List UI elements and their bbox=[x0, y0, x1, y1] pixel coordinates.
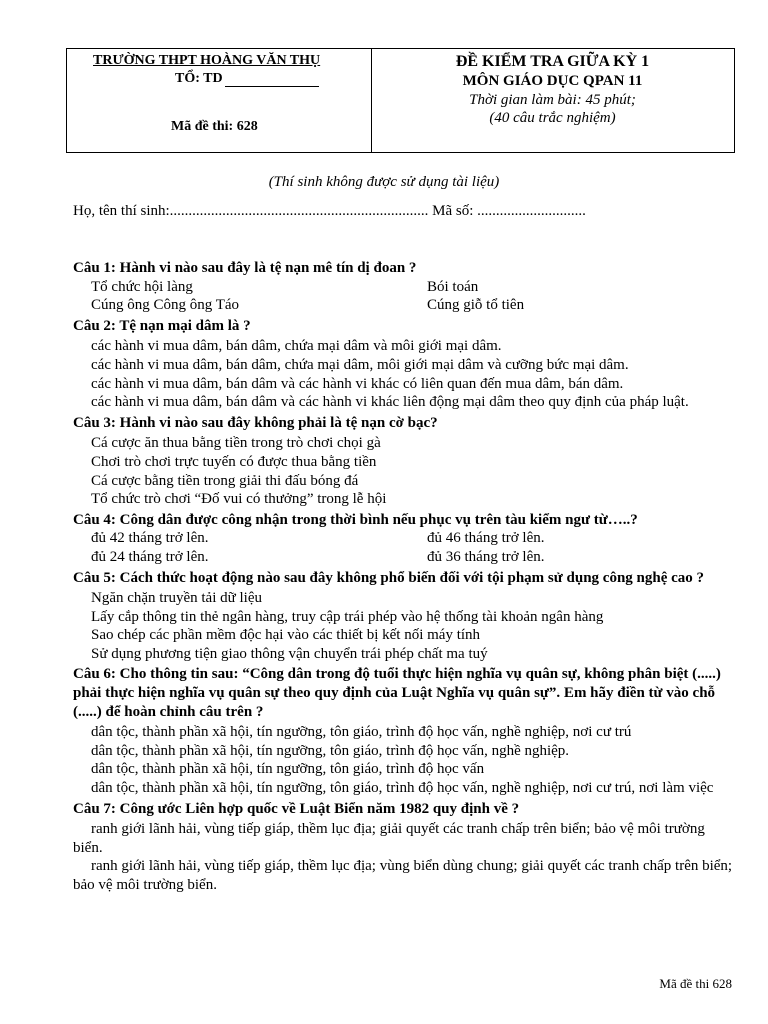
question-title: Câu 3: Hành vi nào sau đây không phải là tệ nạn cờ bạc? bbox=[73, 414, 438, 431]
option: Sử dụng phương tiện giao thông vận chuyển trái phép chất ma tuý bbox=[91, 645, 488, 662]
school-name: TRƯỜNG THPT HOÀNG VĂN THỤ bbox=[93, 53, 321, 68]
header-school-cell bbox=[67, 49, 372, 152]
option: đủ 46 tháng trở lên. bbox=[427, 530, 545, 547]
option: ranh giới lãnh hải, vùng tiếp giáp, thềm lục địa; vùng biển dùng chung; giải quyết các tranh chấp trên biển; bảo vệ môi trường biển. bbox=[73, 858, 733, 893]
option: Bói toán bbox=[427, 278, 479, 295]
question-options bbox=[73, 529, 737, 566]
question-title: Câu 4: Công dân được công nhận trong thời bình nếu phục vụ trên tàu kiểm ngư từ…..? bbox=[73, 511, 638, 528]
candidate-name-line: Họ, tên thí sinh:..................................................................... Mã số: ............................. bbox=[73, 203, 586, 219]
option: Tổ chức hội làng bbox=[91, 278, 193, 295]
option: Cá cược ăn thua bằng tiền trong trò chơi chọi gà bbox=[91, 435, 381, 452]
option: dân tộc, thành phần xã hội, tín ngưỡng, tôn giáo, trình độ học vấn, nghề nghiệp. bbox=[91, 742, 570, 759]
option: Cúng ông Công ông Táo bbox=[91, 297, 240, 314]
exam-header bbox=[66, 48, 735, 153]
question-title: Câu 7: Công ước Liên hợp quốc về Luật Biển năm 1982 quy định về ? bbox=[73, 800, 520, 817]
questions bbox=[73, 259, 737, 895]
header-title-cell bbox=[371, 49, 734, 152]
option: dân tộc, thành phần xã hội, tín ngưỡng, tôn giáo, trình độ học vấn, nghề nghiệp, nơi cư trú, nơi làm việc bbox=[91, 780, 714, 797]
question-title: Câu 5: Cách thức hoạt động nào sau đây không phổ biến đối với tội phạm sử dụng công nghệ cao ? bbox=[73, 569, 705, 586]
option: các hành vi mua dâm, bán dâm, chứa mại dâm, môi giới mại dâm và cưỡng bức mại dâm. bbox=[91, 356, 629, 373]
option: ranh giới lãnh hải, vùng tiếp giáp, thềm lục địa; giải quyết các tranh chấp trên biển; bảo vệ môi trường biển. bbox=[73, 821, 705, 856]
question-title: Câu 6: Cho thông tin sau: “Công dân trong độ tuổi thực hiện nghĩa vụ quân sự, không phân biệt (.....) phải thực hiện nghĩa vụ quân sự theo quy định của Luật Nghĩa vụ quân sự”. Em hãy điền từ vào chỗ (.....) để hoàn chỉnh câu trên ? bbox=[73, 666, 721, 720]
option: Lấy cắp thông tin thẻ ngân hàng, truy cập trái phép vào hệ thống tài khoản ngân hàng bbox=[91, 608, 604, 625]
footer-exam-code: Mã đề thi 628 bbox=[659, 976, 732, 991]
exam-time: Thời gian làm bài: 45 phút; bbox=[469, 92, 636, 108]
option: các hành vi mua dâm, bán dâm và các hành vi khác liên động mại dâm theo quy định của pháp luật. bbox=[91, 394, 689, 411]
option: Cá cược bằng tiền trong giải thi đấu bóng đá bbox=[91, 472, 359, 489]
option: đủ 24 tháng trở lên. bbox=[91, 548, 209, 565]
option: các hành vi mua dâm, bán dâm, chứa mại dâm và môi giới mại dâm. bbox=[91, 338, 502, 355]
option: Ngăn chặn truyền tải dữ liệu bbox=[91, 590, 262, 607]
exam-title: ĐỀ KIỂM TRA GIỮA KỲ 1 bbox=[455, 53, 650, 70]
exam-subject: MÔN GIÁO DỤC QPAN 11 bbox=[462, 73, 643, 89]
option: các hành vi mua dâm, bán dâm và các hành vi khác có liên quan đến mua dâm, bán dâm. bbox=[91, 375, 624, 392]
department-underline bbox=[225, 72, 319, 87]
option: Chơi trò chơi trực tuyến có được thua bằng tiền bbox=[91, 453, 377, 470]
option: Sao chép các phần mềm độc hại vào các thiết bị kết nối máy tính bbox=[91, 627, 481, 644]
option: dân tộc, thành phần xã hội, tín ngưỡng, tôn giáo, trình độ học vấn bbox=[91, 761, 485, 778]
option: đủ 36 tháng trở lên. bbox=[427, 548, 545, 565]
question-options bbox=[73, 278, 737, 315]
department-label: TỔ: TD bbox=[175, 71, 223, 86]
department bbox=[175, 71, 319, 87]
option: đủ 42 tháng trở lên. bbox=[91, 530, 209, 547]
option: Tổ chức trò chơi “Đố vui có thưởng” trong lễ hội bbox=[91, 491, 387, 508]
question-title: Câu 1: Hành vi nào sau đây là tệ nạn mê tín dị đoan ? bbox=[73, 260, 417, 276]
question-count: (40 câu trắc nghiệm) bbox=[489, 110, 616, 126]
exam-code: Mã đề thi: 628 bbox=[171, 119, 258, 134]
notice: (Thí sinh không được sử dụng tài liệu) bbox=[268, 174, 500, 190]
option: Cúng giỗ tổ tiên bbox=[427, 297, 525, 314]
option: dân tộc, thành phần xã hội, tín ngưỡng, tôn giáo, trình độ học vấn, nghề nghiệp, nơi cư trú bbox=[91, 724, 632, 741]
question-title: Câu 2: Tệ nạn mại dâm là ? bbox=[73, 317, 251, 334]
